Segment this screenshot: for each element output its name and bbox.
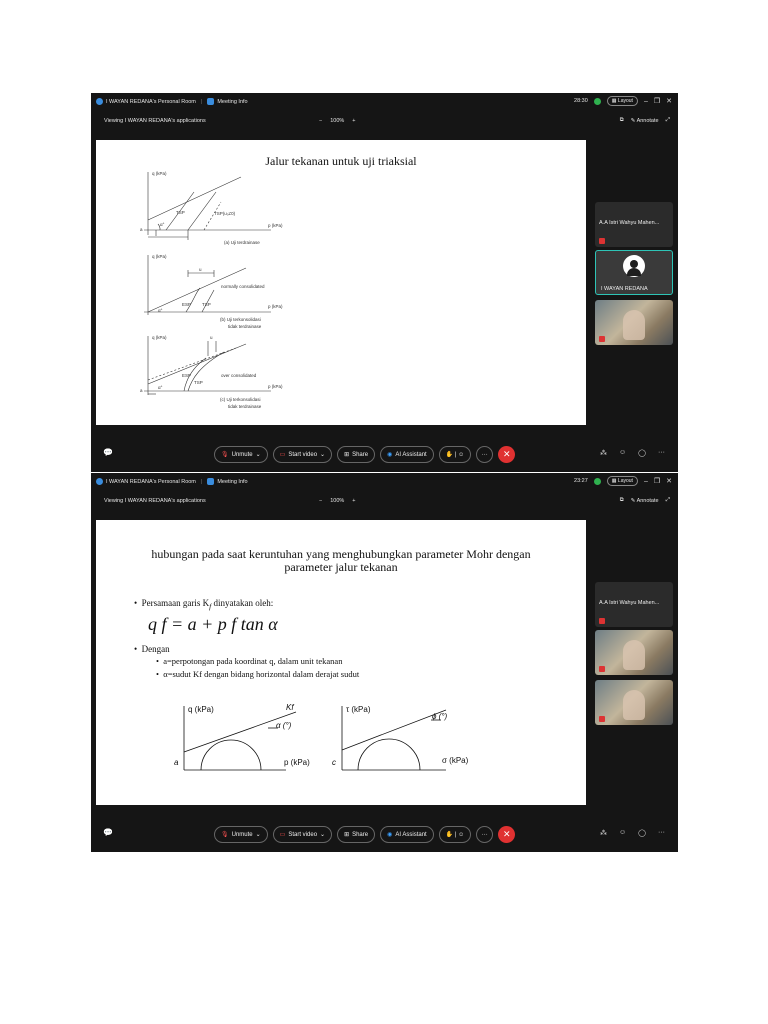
restore-icon[interactable]: ❐ — [653, 478, 661, 485]
restore-icon[interactable]: ❐ — [653, 98, 661, 105]
share-icon: ⊞ — [344, 452, 350, 458]
participant-video-tile[interactable] — [595, 630, 673, 675]
caption-b1: (b) Uji terkonsolidasi — [220, 317, 261, 322]
share-button[interactable]: ⊞ Share — [337, 826, 375, 843]
meeting-info-link[interactable]: Meeting Info — [217, 98, 248, 105]
apps-icon[interactable]: ⁂ — [600, 830, 607, 837]
u-label-c: u — [210, 335, 213, 340]
zoom-level: 100% — [330, 118, 345, 124]
sharing-bar — [91, 493, 678, 509]
stress-path-diagrams — [96, 140, 586, 425]
participant-video — [623, 690, 645, 720]
over-consolidated-label: over consolidated — [221, 373, 257, 378]
remote-control-icon[interactable]: ⧉ — [619, 497, 624, 503]
tsp-label-b: TSP — [202, 302, 211, 307]
webex-logo-icon — [96, 478, 103, 485]
annotate-button[interactable]: ✎ Annotate — [630, 117, 659, 124]
participant-video — [623, 640, 645, 670]
p-axis-label: p (kPa) — [284, 758, 310, 767]
sub-bullet-a: • a=perpotongan pada koordinat q, dalam unit tekanan — [156, 656, 343, 666]
muted-mic-icon — [599, 336, 605, 342]
video-off-icon: ▭ — [279, 832, 286, 838]
title-bar: I WAYAN REDANA's Personal Room | Meeting Info 28:30 ▦ Layout – ❐ ✕ — [91, 93, 678, 111]
participant-name: I WAYAN REDANA — [601, 286, 648, 292]
participant-video-tile[interactable] — [595, 680, 673, 725]
captions-icon[interactable]: 💬 — [103, 448, 113, 457]
more-options-button[interactable]: ··· — [476, 446, 493, 463]
tau-axis-label: τ (kPa) — [346, 705, 371, 714]
close-icon[interactable]: ✕ — [666, 478, 672, 485]
meeting-window-1 — [91, 93, 678, 472]
more-options-button[interactable]: ··· — [476, 826, 493, 843]
end-meeting-button[interactable]: ✕ — [498, 826, 515, 843]
connection-status-icon[interactable] — [594, 98, 601, 105]
zoom-level: 100% — [330, 498, 345, 504]
control-bar — [91, 443, 678, 467]
kf-label: Kf — [286, 703, 294, 712]
muted-mic-icon — [599, 618, 605, 624]
alpha-label-a: α° — [160, 222, 165, 227]
control-bar — [91, 823, 678, 847]
sub-bullet-alpha: • α=sudut Kf dengan bidang horizontal dalam derajat sudut — [156, 669, 360, 679]
p-axis-label-a: p (kPa) — [268, 223, 283, 228]
viewing-label: Viewing I WAYAN REDANA's applications — [104, 118, 206, 124]
remote-control-icon[interactable]: ⧉ — [619, 117, 624, 123]
u-label-b: u — [199, 267, 202, 272]
zoom-in-button[interactable]: + — [352, 498, 356, 504]
captions-icon[interactable]: 💬 — [103, 828, 113, 837]
avatar — [623, 255, 645, 277]
ai-assistant-button[interactable]: ◉ AI Assistant — [380, 826, 434, 843]
q-axis-label-b: q (kPa) — [152, 254, 167, 259]
room-title: I WAYAN REDANA's Personal Room — [106, 478, 196, 485]
start-video-button[interactable]: ▭ Start video ⌄ — [273, 446, 332, 463]
more-icon[interactable]: ··· — [658, 449, 665, 456]
shield-icon[interactable] — [207, 98, 214, 105]
viewing-label: Viewing I WAYAN REDANA's applications — [104, 498, 206, 504]
minimize-icon[interactable]: – — [643, 477, 648, 485]
muted-mic-icon — [599, 716, 605, 722]
chat-icon[interactable]: ◯ — [638, 450, 646, 457]
participant-tile[interactable] — [595, 582, 673, 627]
connection-status-icon[interactable] — [594, 478, 601, 485]
expand-icon[interactable]: ⤢ — [665, 117, 670, 123]
zoom-out-button[interactable]: − — [319, 118, 323, 124]
start-video-button[interactable]: ▭ Start video ⌄ — [273, 826, 332, 843]
c-intercept-label: c — [332, 758, 336, 767]
share-button[interactable]: ⊞ Share — [337, 446, 375, 463]
tsp-u0-label: TSP(u₀≠0) — [214, 211, 236, 216]
participant-tile[interactable] — [595, 202, 673, 247]
meeting-timer: 23:27 — [574, 478, 588, 484]
tsp-label: TSP — [176, 210, 185, 215]
slide-title: Jalur tekanan untuk uji triaksial — [265, 154, 417, 168]
room-title: I WAYAN REDANA's Personal Room — [106, 98, 196, 105]
participant-name: A.A Istri Wahyu Mahen... — [599, 220, 660, 226]
ai-assistant-icon: ◉ — [387, 832, 393, 838]
zoom-out-button[interactable]: − — [319, 498, 323, 504]
participant-video — [623, 310, 645, 340]
caption-c2: tidak terdrainase — [228, 404, 262, 409]
bullet-dengan: • Dengan — [134, 644, 170, 654]
apps-icon[interactable]: ⁂ — [600, 450, 607, 457]
mohr-circle-diagrams — [96, 520, 586, 805]
zoom-in-button[interactable]: + — [352, 118, 356, 124]
unmute-button[interactable]: 🎙 Unmute ⌄ — [214, 826, 268, 843]
p-axis-label-c: p (kPa) — [268, 384, 283, 389]
shield-icon[interactable] — [207, 478, 214, 485]
layout-button[interactable]: ▦ Layout — [607, 476, 638, 486]
reactions-button[interactable]: ✋ | ☺ — [439, 446, 472, 463]
esp-label-b: ESP — [182, 302, 192, 307]
caption-b2: tidak terdrainase — [228, 324, 262, 329]
sigma-axis-label: σ (kPa) — [442, 756, 469, 765]
end-meeting-button[interactable]: ✕ — [498, 446, 515, 463]
shared-slide-1 — [96, 140, 586, 425]
bullet-equation-intro: • Persamaan garis $K_f$ dinyatakan oleh: — [134, 598, 274, 611]
close-icon[interactable]: ✕ — [666, 98, 672, 105]
mic-off-icon: 🎙 — [221, 832, 229, 838]
ai-assistant-button[interactable]: ◉ AI Assistant — [380, 446, 434, 463]
participants-icon[interactable]: ☺ — [619, 449, 627, 456]
tsp-label-c: TSP — [194, 380, 203, 385]
a-intercept-label: a — [174, 758, 179, 767]
q-axis-label: q (kPa) — [188, 705, 214, 714]
annotate-button[interactable]: ✎ Annotate — [630, 497, 659, 504]
caption-c1: (c) Uji terkonsolidasi — [220, 397, 261, 402]
a-label: a — [140, 227, 143, 232]
muted-mic-icon — [599, 666, 605, 672]
a-label-c: a — [140, 388, 143, 393]
kf-formula: q f = a + p f tan α — [148, 614, 278, 634]
q-axis-label-c: q (kPa) — [152, 335, 167, 340]
sharing-bar — [91, 113, 678, 129]
expand-icon[interactable]: ⤢ — [665, 497, 670, 503]
video-off-icon: ▭ — [279, 452, 286, 458]
minimize-icon[interactable]: – — [643, 97, 648, 105]
active-speaker-tile[interactable] — [595, 250, 673, 295]
shared-slide-2 — [96, 520, 586, 805]
p-axis-label-b: p (kPa) — [268, 304, 283, 309]
reactions-button[interactable]: ✋ | ☺ — [439, 826, 472, 843]
webex-logo-icon — [96, 98, 103, 105]
participant-video-tile[interactable] — [595, 300, 673, 345]
meeting-window-2 — [91, 473, 678, 852]
layout-button[interactable]: ▦ Layout — [607, 96, 638, 106]
meeting-timer: 28:30 — [574, 98, 588, 104]
slide-title: hubungan pada saat keruntuhan yang menghubungkan parameter Mohr dengan parameter jalur tekanan — [151, 547, 531, 574]
alpha-label-b: α° — [158, 308, 163, 313]
participant-name: A.A Istri Wahyu Mahen... — [599, 600, 660, 606]
q-axis-label-a: q (kPa) — [152, 171, 167, 176]
participants-icon[interactable]: ☺ — [619, 829, 627, 836]
mic-off-icon: 🎙 — [221, 452, 229, 458]
alpha-label: α (°) — [276, 721, 292, 730]
alpha-label-c: α° — [158, 385, 163, 390]
chat-icon[interactable]: ◯ — [638, 830, 646, 837]
esp-label-c: ESP — [182, 373, 192, 378]
share-icon: ⊞ — [344, 832, 350, 838]
unmute-button[interactable]: 🎙 Unmute ⌄ — [214, 446, 268, 463]
phi-label: ϕ (°) — [432, 712, 448, 721]
normally-consolidated-label: normally consolidated — [221, 284, 265, 289]
more-icon[interactable]: ··· — [658, 829, 665, 836]
title-bar: I WAYAN REDANA's Personal Room | Meeting Info 23:27 ▦ Layout – ❐ ✕ — [91, 473, 678, 491]
caption-a: (a) Uji terdrainase — [224, 240, 260, 245]
meeting-info-link[interactable]: Meeting Info — [217, 478, 248, 485]
muted-mic-icon — [599, 238, 605, 244]
ai-assistant-icon: ◉ — [387, 452, 393, 458]
